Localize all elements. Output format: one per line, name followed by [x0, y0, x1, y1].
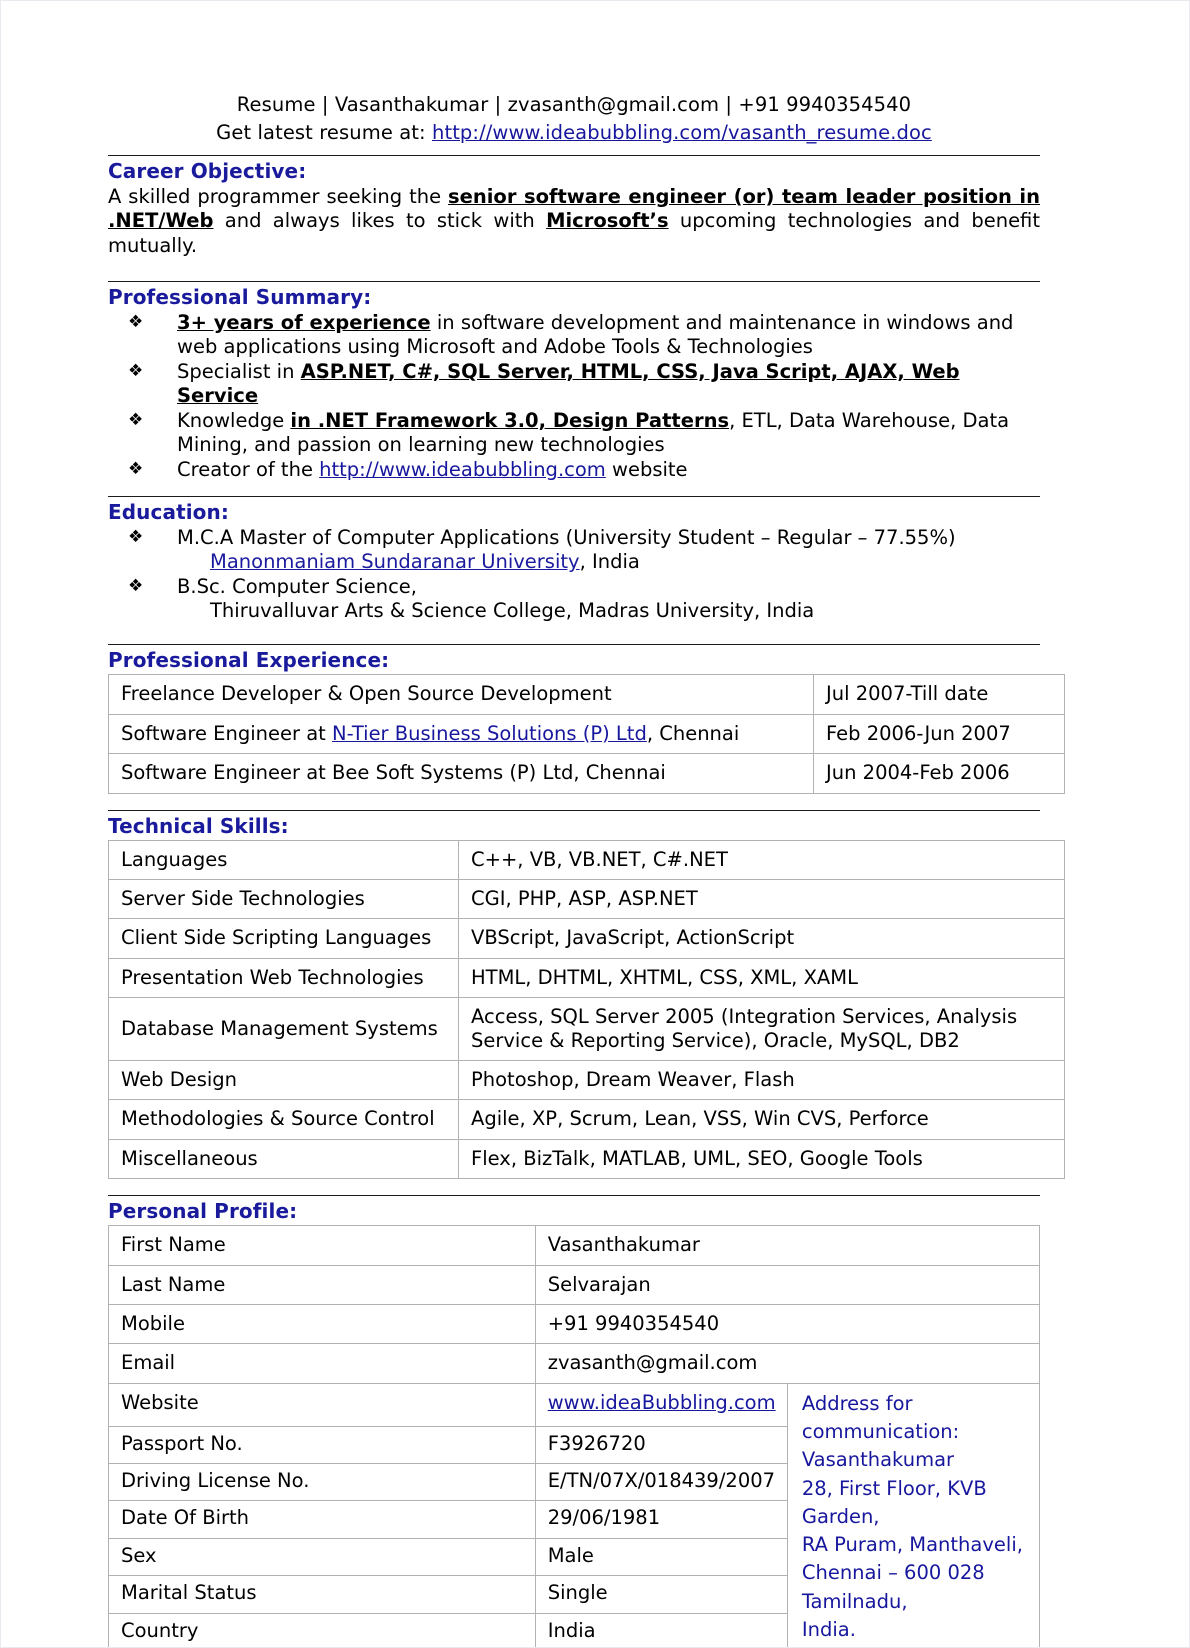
technical-skills-table: [108, 840, 1065, 1180]
profile-value-cell: Vasanthakumar: [535, 1226, 1039, 1265]
skill-value-cell: Access, SQL Server 2005 (Integration Services, Analysis Service & Reporting Service), Oracle, MySQL, DB2: [459, 998, 1065, 1061]
education-item-1-degree: B.Sc. Computer Science,: [177, 575, 417, 599]
table-row: [109, 1383, 1040, 1426]
skill-value-cell: CGI, PHP, ASP, ASP.NET: [459, 880, 1065, 919]
table-row: [109, 1344, 1040, 1383]
address-line: India.: [801, 1617, 856, 1641]
technical-skills-heading: Technical Skills:: [108, 813, 289, 838]
summary-item-1-pre: Specialist in: [177, 359, 301, 383]
profile-label-cell: Marital Status: [109, 1576, 536, 1613]
section-divider: [108, 155, 1040, 156]
section-divider: [108, 810, 1040, 811]
diamond-bullet-icon: ❖: [128, 459, 144, 480]
profile-value-cell: Single: [535, 1576, 787, 1613]
company-link[interactable]: N-Tier Business Solutions (P) Ltd: [332, 721, 647, 745]
experience-role-cell: Software Engineer at Bee Soft Systems (P) Ltd, Chennai: [109, 754, 814, 793]
profile-value-cell: 29/06/1981: [535, 1501, 787, 1538]
profile-label-cell: Country: [109, 1613, 536, 1648]
education-heading: Education:: [108, 500, 229, 525]
website-link[interactable]: www.ideaBubbling.com: [547, 1390, 776, 1414]
skill-label-cell: Server Side Technologies: [109, 880, 459, 919]
resume-content: [108, 91, 1040, 1648]
profile-value-cell: India: [535, 1613, 787, 1648]
objective-text-part-2: and always likes to stick with: [213, 209, 547, 233]
list-item: [108, 409, 1040, 457]
table-row: [109, 675, 1065, 714]
profile-label-cell: Driving License No.: [109, 1463, 536, 1500]
table-row: [109, 958, 1065, 997]
professional-summary-list: [108, 311, 1040, 483]
professional-summary-heading: Professional Summary:: [108, 284, 372, 309]
skill-value-cell: Flex, BizTalk, MATLAB, UML, SEO, Google Tools: [459, 1139, 1065, 1178]
experience-role-prefix: Software Engineer at: [121, 721, 332, 745]
ideabubbling-website-link[interactable]: http://www.ideabubbling.com: [319, 458, 606, 482]
skill-value-cell: Agile, XP, Scrum, Lean, VSS, Win CVS, Perforce: [459, 1100, 1065, 1139]
experience-period-cell: Feb 2006-Jun 2007: [814, 714, 1065, 753]
header-contact-line: Resume | Vasanthakumar | zvasanth@gmail.com | +91 9940354540: [236, 93, 912, 116]
section-divider: [108, 1195, 1040, 1196]
table-row: [109, 1139, 1065, 1178]
profile-label-cell: First Name: [109, 1226, 536, 1265]
skill-label-cell: Client Side Scripting Languages: [109, 919, 459, 958]
diamond-bullet-icon: ❖: [128, 527, 144, 548]
personal-profile-heading: Personal Profile:: [108, 1199, 298, 1224]
table-row: [109, 919, 1065, 958]
address-line: RA Puram, Manthaveli,: [801, 1533, 1023, 1557]
profile-value-cell: E/TN/07X/018439/2007: [535, 1463, 787, 1500]
summary-item-2-pre: Knowledge: [177, 408, 291, 432]
section-divider: [108, 644, 1040, 645]
skill-label-cell: Miscellaneous: [109, 1139, 459, 1178]
profile-value-cell: [535, 1383, 787, 1426]
section-divider: [108, 496, 1040, 497]
address-title: Address for communication:: [801, 1391, 960, 1443]
profile-label-cell: Mobile: [109, 1304, 536, 1343]
address-line: 28, First Floor, KVB Garden,: [801, 1476, 987, 1528]
list-item: [108, 311, 1040, 359]
profile-value-cell: F3926720: [535, 1426, 787, 1463]
table-row: [109, 1265, 1040, 1304]
objective-emphasis-microsoft: Microsoft’s: [546, 209, 669, 233]
profile-label-cell: Email: [109, 1344, 536, 1383]
section-divider: [108, 281, 1040, 282]
personal-profile-table: [108, 1225, 1040, 1648]
experience-period-cell: Jun 2004-Feb 2006: [814, 754, 1065, 793]
address-line: Vasanthakumar: [801, 1448, 955, 1472]
skill-label-cell: Presentation Web Technologies: [109, 958, 459, 997]
profile-value-cell: +91 9940354540: [535, 1304, 1039, 1343]
profile-label-cell: Last Name: [109, 1265, 536, 1304]
skill-label-cell: Languages: [109, 840, 459, 879]
summary-item-2-text: , ETL, Data Warehouse, Data Mining, and passion on learning new technologies: [177, 408, 1010, 456]
table-row: [109, 998, 1065, 1061]
skill-value-cell: VBScript, JavaScript, ActionScript: [459, 919, 1065, 958]
education-item-0-institution: [177, 550, 1040, 574]
experience-period-cell: Jul 2007-Till date: [814, 675, 1065, 714]
profile-label-cell: Sex: [109, 1538, 536, 1575]
profile-value-cell: Selvarajan: [535, 1265, 1039, 1304]
table-row: [109, 880, 1065, 919]
skill-value-cell: Photoshop, Dream Weaver, Flash: [459, 1060, 1065, 1099]
resume-doc-link[interactable]: http://www.ideabubbling.com/vasanth_resume.doc: [431, 120, 932, 144]
list-item: [108, 526, 1040, 574]
experience-role-suffix: , Chennai: [646, 721, 740, 745]
summary-item-0-text: in software development and maintenance in windows and web applications using Microsoft and Adobe Tools & Technologies: [177, 310, 1014, 358]
career-objective-heading: Career Objective:: [108, 159, 307, 184]
education-item-0-country: , India: [579, 550, 640, 574]
objective-text-part-3: upcoming technologies and benefit mutually.: [108, 209, 1040, 257]
profile-label-cell: Passport No.: [109, 1426, 536, 1463]
profile-label-cell: Website: [109, 1383, 536, 1426]
table-row: [109, 1304, 1040, 1343]
skill-value-cell: HTML, DHTML, XHTML, CSS, XML, XAML: [459, 958, 1065, 997]
table-row: [109, 1060, 1065, 1099]
list-item: [108, 360, 1040, 408]
summary-item-2-bold: in .NET Framework 3.0, Design Patterns: [290, 408, 730, 432]
address-line: Chennai – 600 028: [801, 1561, 985, 1585]
education-item-1-institution: Thiruvalluvar Arts & Science College, Madras University, India: [210, 599, 815, 623]
summary-item-0-bold: 3+ years of experience: [177, 310, 431, 334]
career-objective-text: [108, 185, 1040, 257]
experience-role-cell: [109, 714, 814, 753]
education-item-0-degree: M.C.A Master of Computer Applications (University Student – Regular – 77.55%): [177, 526, 956, 550]
skill-label-cell: Methodologies & Source Control: [109, 1100, 459, 1139]
summary-item-3-pre: Creator of the: [177, 458, 320, 482]
university-link[interactable]: Manonmaniam Sundaranar University: [210, 550, 580, 574]
experience-table: [108, 674, 1065, 793]
table-row: [109, 1226, 1040, 1265]
table-row: [109, 714, 1065, 753]
professional-experience-heading: Professional Experience:: [108, 648, 390, 673]
list-item: [108, 575, 1040, 623]
summary-item-3-text: website: [605, 458, 688, 482]
profile-value-cell: zvasanth@gmail.com: [535, 1344, 1039, 1383]
profile-label-cell: Date Of Birth: [109, 1501, 536, 1538]
address-cell: [787, 1383, 1039, 1648]
skill-label-cell: Database Management Systems: [109, 998, 459, 1061]
document-header: [108, 91, 1040, 146]
diamond-bullet-icon: ❖: [128, 409, 144, 430]
table-row: [109, 840, 1065, 879]
diamond-bullet-icon: ❖: [128, 576, 144, 597]
address-line: Tamilnadu,: [801, 1589, 908, 1613]
diamond-bullet-icon: ❖: [128, 311, 144, 332]
header-resume-link-line: [108, 119, 1040, 147]
objective-text-part-1: A skilled programmer seeking the: [108, 185, 449, 209]
header-link-prefix: Get latest resume at:: [216, 120, 432, 144]
education-list: [108, 526, 1040, 623]
experience-role-cell: Freelance Developer & Open Source Development: [109, 675, 814, 714]
summary-item-1-bold: ASP.NET, C#, SQL Server, HTML, CSS, Java Script, AJAX, Web Service: [177, 359, 960, 407]
table-row: [109, 754, 1065, 793]
skill-label-cell: Web Design: [109, 1060, 459, 1099]
table-row: [109, 1100, 1065, 1139]
skill-value-cell: C++, VB, VB.NET, C#.NET: [459, 840, 1065, 879]
diamond-bullet-icon: ❖: [128, 360, 144, 381]
profile-value-cell: Male: [535, 1538, 787, 1575]
list-item: [108, 458, 1040, 482]
objective-emphasis-role: senior software engineer (or) team leader position in .NET/Web: [108, 185, 1040, 233]
